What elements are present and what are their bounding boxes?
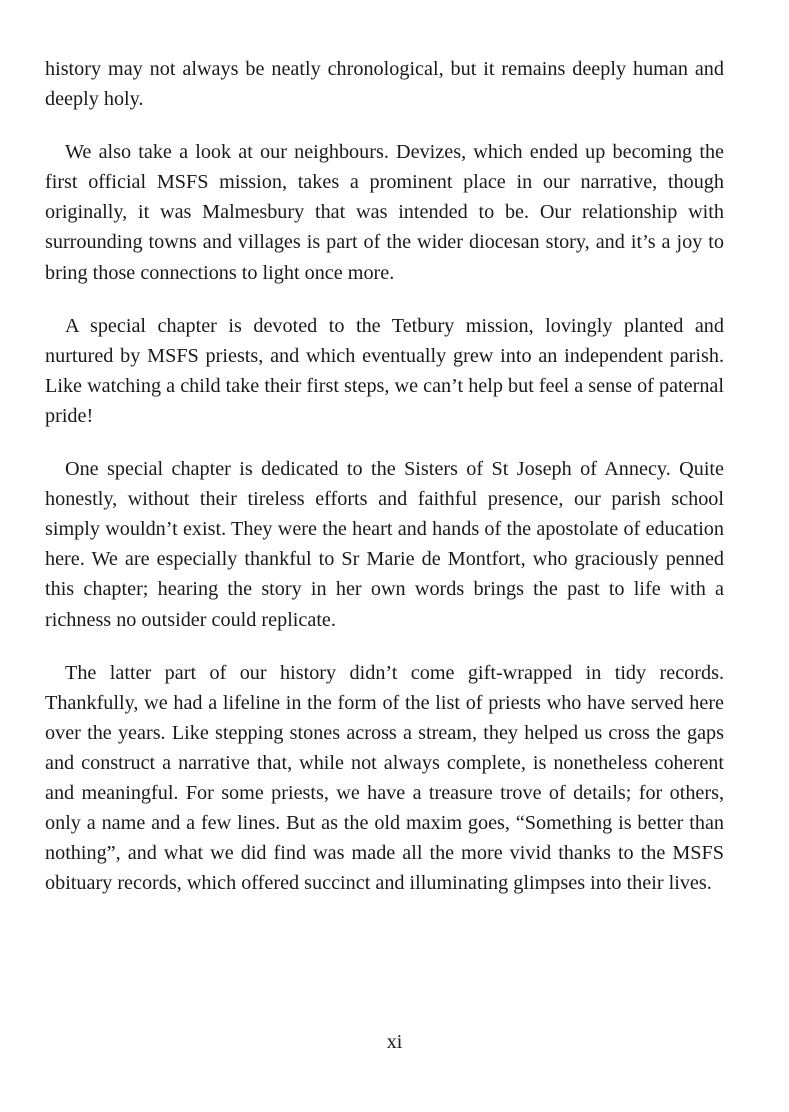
paragraph-priests-records: The latter part of our history didn’t come gift-wrapped in tidy records. Thankfully, we had a lifeline in the form of the list of priests who have served here over the years. Like stepping stones across a stream, they helped us cross the gaps and construct a narrative that, while not always complete, is nonetheless coherent and meaningful. For some priests, we have a treasure trove of details; for others, only a name and a few lines. But as the old maxim goes, “Something is better than nothing”, and what we did find was made all the more vivid thanks to the MSFS obituary records, which offered succinct and illuminating glimpses into their lives. bbox=[45, 661, 724, 895]
paragraph-neighbours: We also take a look at our neighbours. Devizes, which ended up becoming the first official MSFS mission, takes a prominent place in our narrative, though originally, it was Malmesbury that was intended to be. Our relationship with surrounding towns and villages is part of the wider diocesan story, and it’s a joy to bring those connections to light once more. bbox=[45, 141, 724, 284]
paragraph-sisters-of-st-joseph: One special chapter is dedicated to the Sisters of St Joseph of Annecy. Quite honestly, without their tireless efforts and faithful presence, our parish school simply wouldn’t exist. They were the heart and hands of the apostolate of education here. We are especially thankful to Sr Marie de Montfort, who graciously penned this chapter; hearing the story in her own words brings the past to life with a richness no outsider could replicate. bbox=[45, 458, 724, 631]
page-body bbox=[45, 54, 724, 921]
page-number: xi bbox=[386, 1031, 403, 1053]
paragraph-continued-history: history may not always be neatly chronological, but it remains deeply human and deeply holy. bbox=[45, 58, 724, 111]
paragraph-tetbury-mission: A special chapter is devoted to the Tetbury mission, lovingly planted and nurtured by MSFS priests, and which eventually grew into an independent parish. Like watching a child take their first steps, we can’t help but feel a sense of paternal pride! bbox=[45, 314, 724, 427]
